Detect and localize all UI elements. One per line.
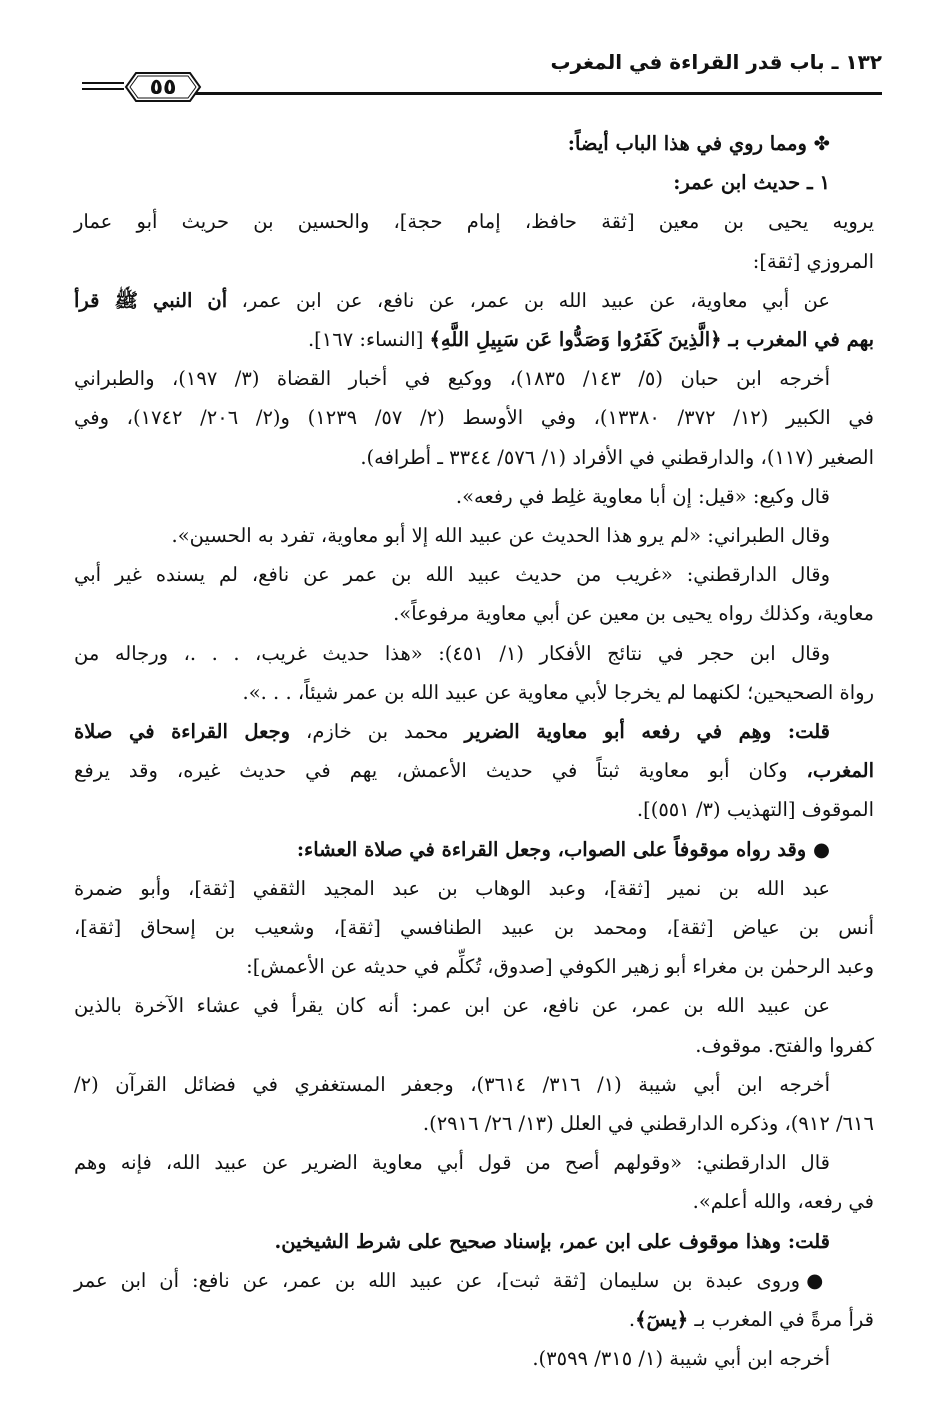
text-line: وقال ابن حجر في نتائج الأفكار (١/ ٤٥١): «هذا حديث غريب، . . .، ورجاله من — [74, 641, 830, 665]
text-line: وعبد الرحمٰن بن مغراء أبو زهير الكوفي [صدوق، تُكلِّم في حديثه عن الأعمش]: — [246, 955, 874, 979]
bullet-icon: ● — [812, 837, 830, 861]
text-line: قلت: وهِم في رفعه أبو معاوية الضرير محمد بن خازم، وجعل القراءة في صلاة — [74, 720, 830, 744]
text-line: أخرجه ابن أبي شيبة (١/ ٣١٦/ ٣٦١٤)، وجعفر المستغفري في فضائل القرآن (٢/ — [74, 1072, 830, 1096]
text-line: في رفعه، والله أعلم». — [692, 1190, 874, 1214]
text-line: ٦١٦/ ٩١٢)، وذكره الدارقطني في العلل (١٣/ ٢٦/ ٢٩١٦). — [422, 1112, 874, 1136]
text-line: المغرب، وكان أبو معاوية ثبتاً في حديث الأعمش، يهم في حديث غيره، وقد يرفع — [74, 759, 874, 783]
header-rule-left-bottom — [82, 88, 124, 90]
text-line: وقال الطبراني: «لم يرو هذا الحديث عن عبيد الله إلا أبو معاوية، تفرد به الحسين». — [171, 524, 830, 548]
page-number-badge — [124, 70, 202, 104]
text-line: الموقوف [التهذيب (٣/ ٥٥١)]. — [636, 798, 874, 822]
text-line: يرويه يحيى بن معين [ثقة حافظ، إمام حجة]، والحسين بن حريث أبو عمار — [74, 210, 874, 234]
text-line: عبد الله بن نمير [ثقة]، وعبد الوهاب بن عبد المجيد الثقفي [ثقة]، وأبو ضمرة — [74, 876, 830, 900]
text-line: ✤ ومما روي في هذا الباب أيضاً: — [567, 132, 830, 155]
text-line: أنس بن عياض [ثقة]، ومحمد بن عبيد الطنافسي [ثقة]، وشعيب بن إسحاق [ثقة]، — [74, 916, 874, 940]
text-line: بهم في المغرب بـ ﴿الَّذِينَ كَفَرُوا وَصَدُّوا عَن سَبِيلِ اللَّهِ﴾ [النساء: ١٦٧]. — [307, 328, 874, 352]
text-line: عن أبي معاوية، عن عبيد الله بن عمر، عن نافع، عن ابن عمر، أن النبي ﷺ قرأ — [74, 288, 830, 312]
text-line: رواة الصحيحين؛ لكنهما لم يخرجا لأبي معاوية عن عبيد الله بن عمر شيئاً، . . .». — [242, 680, 874, 704]
text-line: قال وكيع: «قيل: إن أبا معاوية غلِط في رفعه». — [455, 484, 830, 508]
running-title: ١٣٢ ـ باب قدر القراءة في المغرب — [550, 50, 882, 74]
text-line: وقال الدارقطني: «غريب من حديث عبيد الله بن عمر عن نافع، لم يسنده غير أبي — [74, 563, 830, 587]
flower-marker-icon: ✤ — [813, 132, 830, 155]
text-line: كفروا والفتح. موقوف. — [695, 1033, 874, 1057]
section-heading: ١ ـ حديث ابن عمر: — [673, 171, 830, 195]
text-line: قلت: وهذا موقوف على ابن عمر، بإسناد صحيح على شرط الشيخين. — [274, 1229, 830, 1253]
text-line: معاوية، وكذلك رواه يحيى بن معين عن أبي معاوية مرفوعاً». — [393, 602, 874, 626]
text-line: ● وروى عبدة بن سليمان [ثقة ثبت]، عن عبيد الله بن عمر، عن نافع: أن ابن عمر — [74, 1268, 831, 1292]
text-line: ● وقد رواه موقوفاً على الصواب، وجعل القراءة في صلاة العشاء: — [296, 837, 830, 861]
text-line: أخرجه ابن حبان (٥/ ١٤٣/ ١٨٣٥)، ووكيع في أخبار القضاة (٣/ ١٩٧)، والطبراني — [74, 367, 830, 391]
header-rule-left-top — [82, 82, 124, 84]
text-line: الصغير (١١٧)، والدارقطني في الأفراد (١/ ٥٧٦/ ٣٣٤٤ ـ أطرافه). — [360, 445, 874, 469]
text-line: في الكبير (١٢/ ٣٧٢/ ١٣٣٨٠)، وفي الأوسط (٢/ ٥٧/ ١٢٣٩) و(٢/ ٢٠٦/ ١٧٤٢)، وفي — [74, 406, 874, 430]
bullet-icon: ● — [806, 1268, 831, 1292]
header-rule — [190, 92, 882, 95]
page-number: ٥٥ — [149, 74, 177, 100]
text-line: قال الدارقطني: «وقولهم أصح من قول أبي معاوية الضرير عن عبيد الله، فإنه وهم — [74, 1151, 830, 1175]
text-line: عن عبيد الله بن عمر، عن نافع، عن ابن عمر: أنه كان يقرأ في عشاء الآخرة بالذين — [74, 994, 830, 1018]
quran-verse: ﴿يسٓ﴾ — [635, 1308, 689, 1332]
page-header — [82, 48, 882, 104]
quran-verse: ﴿الَّذِينَ كَفَرُوا وَصَدُّوا عَن سَبِيلِ اللَّهِ﴾ — [429, 328, 722, 352]
page-body — [74, 124, 874, 1379]
text-line: أخرجه ابن أبي شيبة (١/ ٣١٥/ ٣٥٩٩). — [532, 1347, 830, 1371]
text-line: المروزي [ثقة]: — [752, 249, 874, 273]
text-line: قرأ مرةً في المغرب بـ ﴿يسٓ﴾. — [628, 1308, 874, 1332]
